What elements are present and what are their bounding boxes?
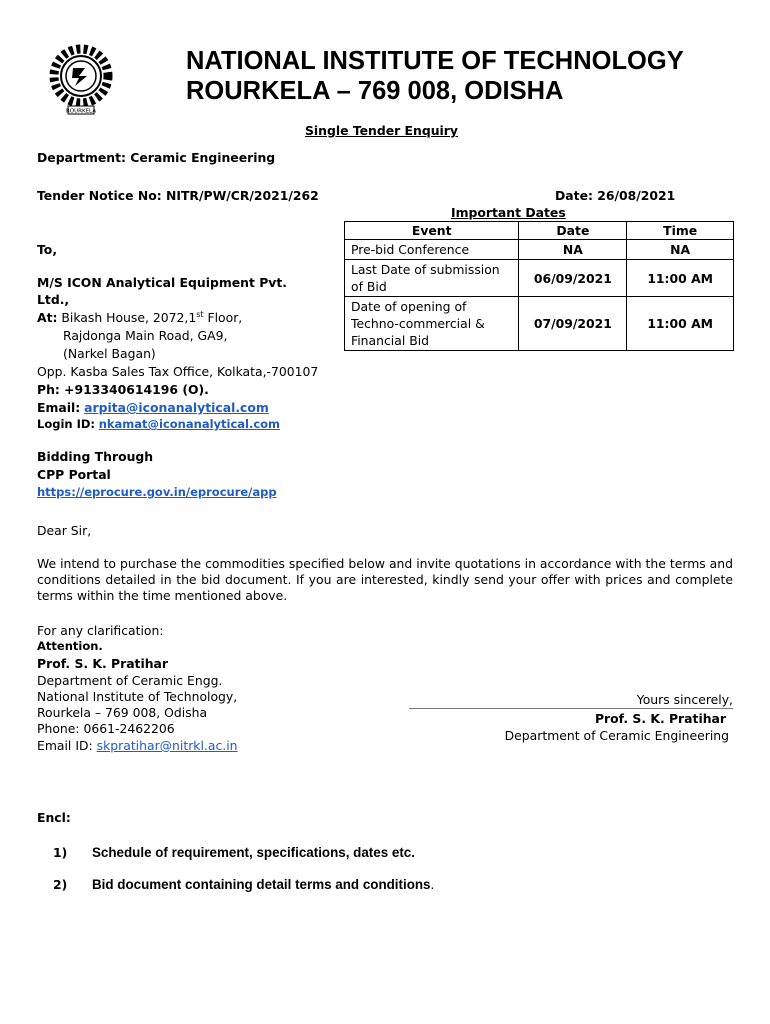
contact-name: Prof. S. K. Pratihar: [37, 656, 169, 671]
enclosure-item: [92, 876, 434, 893]
event-text: Techno-commercial &: [351, 316, 485, 331]
enclosure-number: 1): [53, 845, 68, 860]
enclosure-item: Schedule of requirement, specifications, dates etc.: [92, 845, 415, 860]
event-text: of Bid: [351, 279, 387, 294]
time-cell: 11:00 AM: [627, 260, 734, 297]
institute-address: ROURKELA – 769 008, ODISHA: [186, 77, 564, 105]
attention-label: Attention.: [37, 639, 103, 653]
column-header: Time: [627, 222, 734, 240]
enclosures-label: Encl:: [37, 810, 71, 825]
contact-city: Rourkela – 769 008, Odisha: [37, 705, 208, 720]
nit-rourkela-logo: [38, 40, 124, 116]
date-cell: 07/09/2021: [519, 297, 627, 351]
important-dates-table: [344, 221, 734, 351]
signatory-department: Department of Ceramic Engineering: [504, 728, 729, 743]
institute-name: NATIONAL INSTITUTE OF TECHNOLOGY: [186, 47, 684, 75]
contact-institute: National Institute of Technology,: [37, 689, 238, 704]
address-text: Floor,: [203, 310, 243, 325]
table-row: [345, 260, 734, 297]
date-cell: 06/09/2021: [519, 260, 627, 297]
login-id-link[interactable]: nkamat@iconanalytical.com: [98, 417, 281, 431]
event-text: Last Date of submission: [351, 262, 500, 277]
company-name-cont: Ltd.,: [37, 292, 70, 307]
enclosure-number: 2): [53, 877, 68, 892]
email-label: Email:: [37, 400, 81, 415]
address-text: Bikash House, 2072,1: [57, 310, 197, 325]
address-line-1: [37, 309, 242, 326]
table-row: [345, 240, 734, 260]
event-text: Pre-bid Conference: [351, 242, 470, 257]
cpp-portal: CPP Portal: [37, 467, 111, 482]
event-cell: [345, 260, 519, 297]
bidding-through: Bidding Through: [37, 449, 154, 464]
to-label: To,: [37, 242, 58, 257]
eprocure-link[interactable]: https://eprocure.gov.in/eprocure/app: [37, 485, 277, 499]
enclosure-text: Bid document containing detail terms and conditions: [92, 877, 431, 892]
time-cell: 11:00 AM: [627, 297, 734, 351]
event-text: Financial Bid: [351, 333, 430, 348]
event-cell: [345, 240, 519, 260]
closing: Yours sincerely,: [636, 692, 733, 707]
login-id-row: [37, 416, 280, 433]
login-label: Login ID:: [37, 417, 96, 431]
contact-email-link[interactable]: skpratihar@nitrkl.ac.in: [96, 738, 238, 753]
address-line-2: Rajdonga Main Road, GA9,: [63, 328, 228, 343]
salutation: Dear Sir,: [37, 523, 92, 538]
department-line: Department: Ceramic Engineering: [37, 150, 276, 165]
document-title: Single Tender Enquiry: [305, 123, 458, 138]
table-header-row: [345, 222, 734, 240]
tender-date: Date: 26/08/2021: [555, 188, 676, 203]
address-line-4: Opp. Kasba Sales Tax Office, Kolkata,-700107: [37, 364, 319, 379]
contact-department: Department of Ceramic Engg.: [37, 673, 223, 688]
contact-email-row: [37, 737, 238, 754]
contact-phone: Phone: 0661-2462206: [37, 721, 175, 736]
address-line-3: (Narkel Bagan): [63, 346, 156, 361]
company-email-row: [37, 399, 269, 416]
enclosure-suffix: .: [430, 877, 435, 892]
company-email-link[interactable]: arpita@iconanalytical.com: [84, 400, 269, 415]
tender-notice-number: Tender Notice No: NITR/PW/CR/2021/262: [37, 188, 319, 203]
clarification-intro: For any clarification:: [37, 623, 164, 638]
signature-line: [409, 708, 733, 709]
table-row: [345, 297, 734, 351]
at-label: At:: [37, 310, 58, 325]
column-header: Event: [345, 222, 519, 240]
date-cell: NA: [519, 240, 627, 260]
ordinal-suffix: st: [196, 309, 204, 319]
company-name: M/S ICON Analytical Equipment Pvt.: [37, 275, 287, 290]
important-dates-heading: Important Dates: [451, 205, 566, 220]
event-cell: [345, 297, 519, 351]
svg-text:ROURKELA: ROURKELA: [65, 108, 97, 115]
body-paragraph: We intend to purchase the commodities specified below and invite quotations in accordance with the terms and conditions detailed in the bid document. If you are interested, kindly send your offer with prices and complete terms within the time mentioned above.: [37, 556, 733, 603]
email-label: Email ID:: [37, 738, 93, 753]
event-text: Date of opening of: [351, 299, 467, 314]
time-cell: NA: [627, 240, 734, 260]
column-header: Date: [519, 222, 627, 240]
signatory-name: Prof. S. K. Pratihar: [594, 711, 726, 726]
company-phone: Ph: +913340614196 (O).: [37, 382, 209, 397]
